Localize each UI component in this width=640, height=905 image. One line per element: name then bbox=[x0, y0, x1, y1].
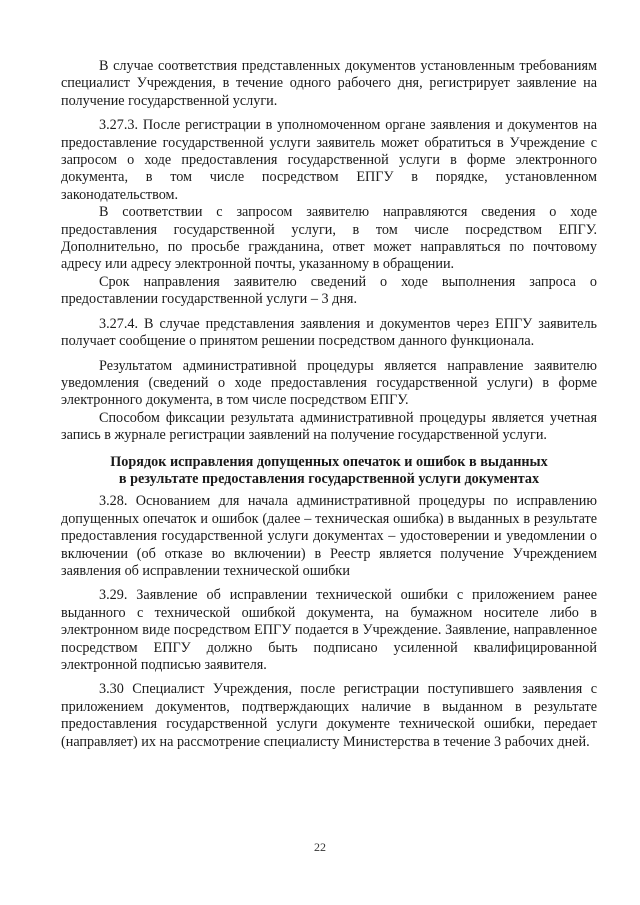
paragraph-result-recording: Способом фиксации результата административной процедуры является учетная запись в журнале регистрации заявлений на получение государственной услуги. bbox=[61, 409, 597, 444]
paragraph-inquiry-response: В соответствии с запросом заявителю направляются сведения о ходе предоставления государственной услуги, в том числе посредством ЕПГУ. Дополнительно, по просьбе гражданина, ответ может направляться по почтовому адресу или адресу электронной почты, указанному в обращении. bbox=[61, 204, 597, 273]
paragraph-response-deadline: Срок направления заявителю сведений о ходе выполнения запроса о предоставлении государственной услуги – 3 дня. bbox=[61, 273, 597, 308]
paragraph-3-29: 3.29. Заявление об исправлении технической ошибки с приложением ранее выданного с технической ошибкой документа, на бумажном носителе либо в электронном виде посредством ЕПГУ подается в Учреждение. Заявление, направленное посредством ЕПГУ должно быть подписано усиленной квалифицированной электронной подписью заявителя. bbox=[61, 587, 597, 673]
section-heading bbox=[61, 454, 597, 489]
page-number: 22 bbox=[314, 840, 326, 854]
paragraph-3-28: 3.28. Основанием для начала административной процедуры по исправлению допущенных опечаток и ошибок (далее – техническая ошибка) в выданных в результате предоставления государственной услуги документах – удостоверении и уведомлении о включении (об отказе во включении) в Реестр является получение Учреждением заявления об исправлении технической ошибки bbox=[61, 493, 597, 579]
paragraph-registration: В случае соответствия представленных документов установленным требованиям специалист Учреждения, в течение одного рабочего дня, регистрирует заявление на получение государственной услуги. bbox=[61, 58, 597, 109]
paragraph-3-27-4: 3.27.4. В случае представления заявления и документов через ЕПГУ заявитель получает сообщение о принятом решении посредством данного функционала. bbox=[61, 315, 597, 350]
paragraph-3-27-3: 3.27.3. После регистрации в уполномоченном органе заявления и документов на предоставление государственной услуги заявитель может обратиться в Учреждение с запросом о ходе предоставления государственной услуги в форме электронного документа, в том числе посредством ЕПГУ в порядке, установленном законодательством. bbox=[61, 117, 597, 203]
paragraph-3-30: 3.30 Специалист Учреждения, после регистрации поступившего заявления с приложением документов, подтверждающих наличие в выданном в результате предоставления государственной услуги документе технической ошибки, передает (направляет) их на рассмотрение специалисту Министерства в течение 3 рабочих дней. bbox=[61, 681, 597, 750]
section-heading-line-2: в результате предоставления государственной услуги документах bbox=[118, 470, 540, 487]
paragraph-procedure-result: Результатом административной процедуры является направление заявителю уведомления (сведений о ходе предоставления государственной услуги) в форме электронного документа, в том числе посредством ЕПГУ. bbox=[61, 357, 597, 409]
section-heading-line-1: Порядок исправления допущенных опечаток и ошибок в выданных bbox=[110, 453, 548, 470]
document-page bbox=[61, 58, 597, 751]
